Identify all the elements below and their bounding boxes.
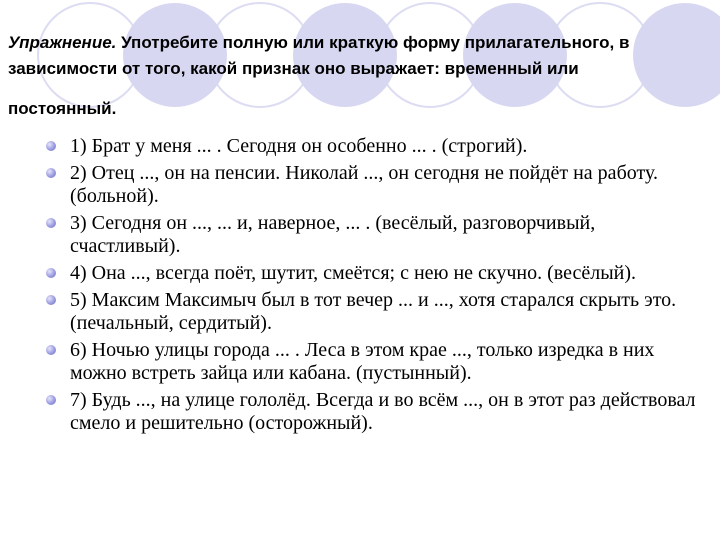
list-item xyxy=(46,212,706,258)
list-item xyxy=(46,289,706,335)
list-item-text: 3) Сегодня он ..., ... и, наверное, ... . (весёлый, разговорчивый, счастливый). xyxy=(70,212,596,257)
bullet-icon xyxy=(46,268,56,278)
exercise-list xyxy=(46,135,706,439)
list-item-text: 6) Ночью улицы города ... . Леса в этом крае ..., только изредка в них можно встреть зайца или кабана. (пустынный). xyxy=(70,339,655,384)
bullet-icon xyxy=(46,218,56,228)
list-item xyxy=(46,162,706,208)
bullet-icon xyxy=(46,395,56,405)
bullet-icon xyxy=(46,345,56,355)
list-item-text: 5) Максим Максимыч был в тот вечер ... и ..., хотя старался скрыть это. (печальный, сердитый). xyxy=(70,289,677,334)
list-item-text: 1) Брат у меня ... . Сегодня он особенно ... . (строгий). xyxy=(70,135,528,157)
list-item xyxy=(46,389,706,435)
list-item-text: 4) Она ..., всегда поёт, шутит, смеётся; с нею не скучно. (весёлый). xyxy=(70,262,637,284)
list-item xyxy=(46,339,706,385)
bullet-icon xyxy=(46,141,56,151)
exercise-title-text: Употребите полную или краткую форму прилагательного, в зависимости от того, какой признак оно выражает: временный или xyxy=(8,33,630,78)
bullet-icon xyxy=(46,295,56,305)
list-item xyxy=(46,135,706,158)
bullet-icon xyxy=(46,168,56,178)
list-item xyxy=(46,262,706,285)
list-item-text: 2) Отец ..., он на пенсии. Николай ..., он сегодня не пойдёт на работу. (больной). xyxy=(70,162,658,207)
exercise-title-tail: постоянный. xyxy=(8,99,117,118)
exercise-title-lead: Упражнение. xyxy=(8,33,117,52)
list-item-text: 7) Будь ..., на улице гололёд. Всегда и во всём ..., он в этот раз действовал смело и решительно (осторожный). xyxy=(70,389,696,434)
exercise-title xyxy=(8,30,708,122)
